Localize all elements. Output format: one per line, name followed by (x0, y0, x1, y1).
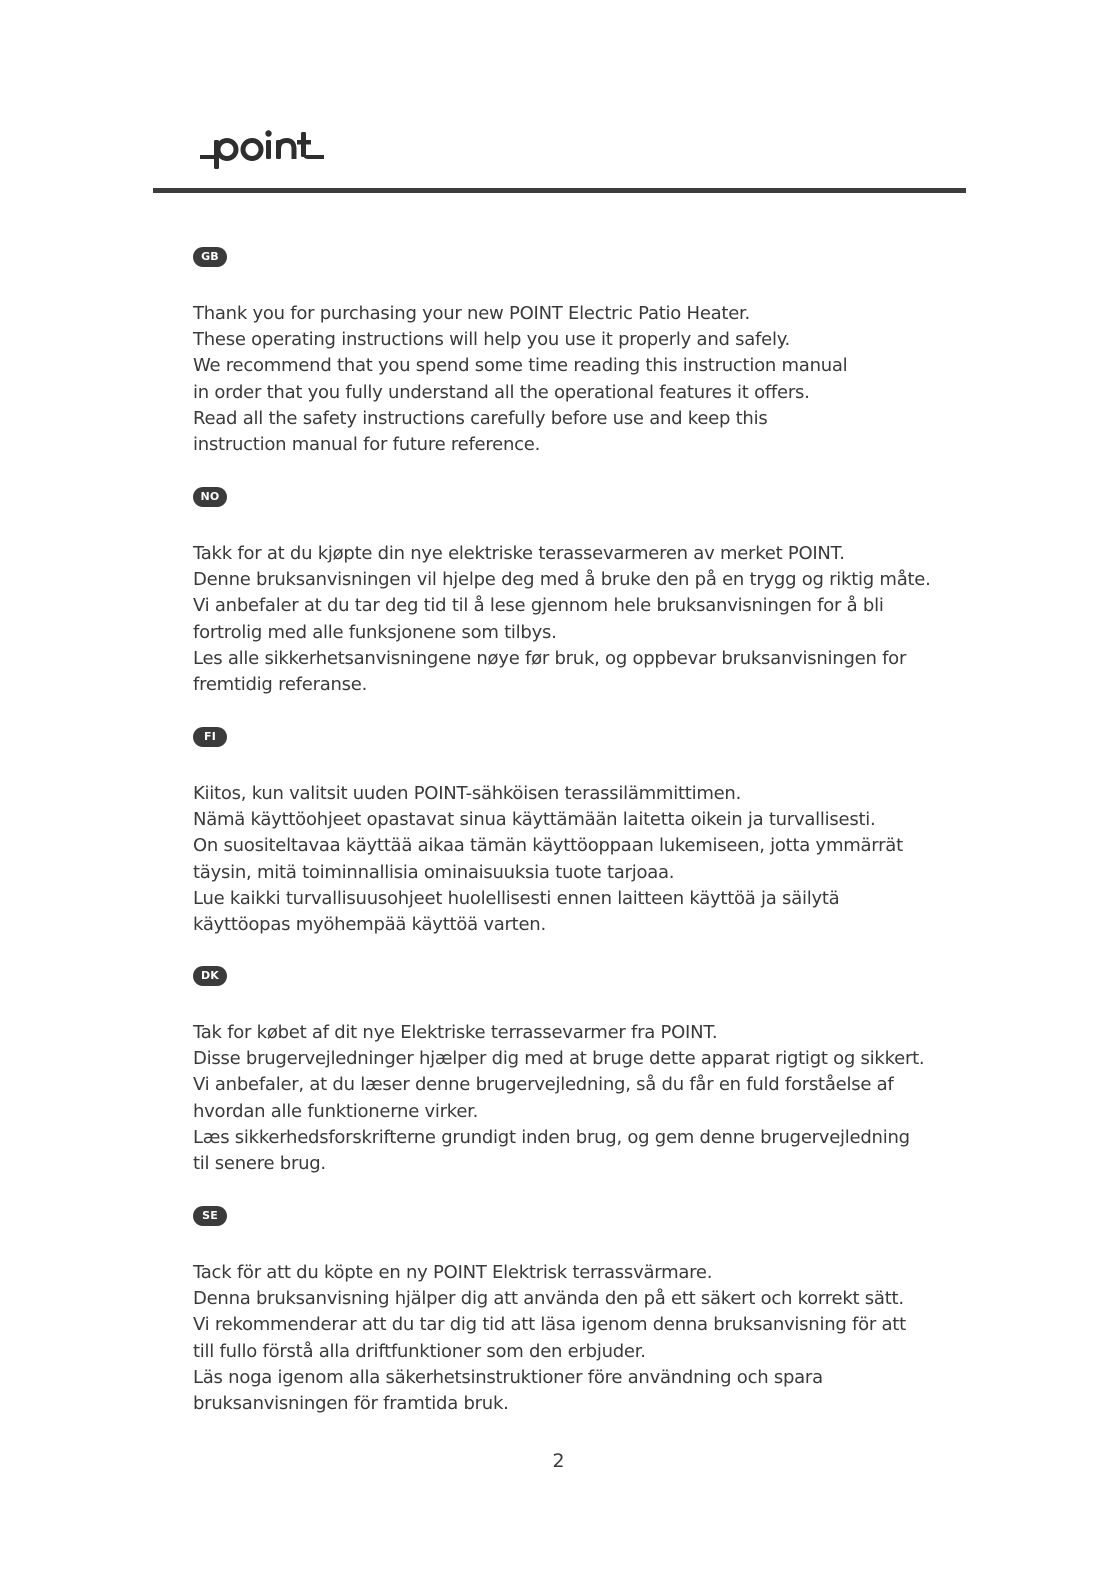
text-line: käyttöopas myöhempää käyttöä varten. (193, 914, 546, 936)
paragraph-se (193, 1260, 983, 1417)
text-line: Vi rekommenderar att du tar dig tid att läsa igenom denna bruksanvisning för att (193, 1314, 906, 1336)
text-line: Tak for købet af dit nye Elektriske terrassevarmer fra POINT. (193, 1022, 718, 1043)
text-line: Vi anbefaler, at du læser denne brugervejledning, så du får en fuld forståelse af (193, 1074, 894, 1096)
text-line: Läs noga igenom alla säkerhetsinstruktioner före användning och spara (193, 1366, 823, 1388)
section-dk (193, 964, 983, 1177)
language-badge-gb: GB (193, 247, 227, 267)
section-se (193, 1204, 983, 1417)
header-divider (153, 188, 966, 193)
text-line: Lue kaikki turvallisuusohjeet huolellisesti ennen laitteen käyttöä ja säilytä (193, 887, 840, 909)
paragraph-no (193, 541, 983, 698)
text-line: Tack för att du köpte en ny POINT Elektrisk terrassvärmare. (193, 1262, 713, 1283)
language-badge-fi: FI (193, 727, 227, 747)
text-line: in order that you fully understand all the operational features it offers. (193, 381, 810, 403)
language-badge-dk: DK (193, 966, 227, 986)
section-gb (193, 245, 983, 458)
text-line: Nämä käyttöohjeet opastavat sinua käyttämään laitetta oikein ja turvallisesti. (193, 809, 876, 831)
text-line: instruction manual for future reference. (193, 434, 541, 456)
text-line: til senere brug. (193, 1153, 326, 1175)
text-line: Disse brugervejledninger hjælper dig med at bruge dette apparat rigtigt og sikkert. (193, 1048, 925, 1070)
language-badge-no: NO (193, 487, 227, 507)
paragraph-dk (193, 1020, 983, 1177)
text-line: Læs sikkerhedsforskrifterne grundigt inden brug, og gem denne brugervejledning (193, 1126, 910, 1148)
section-no (193, 485, 983, 698)
text-line: These operating instructions will help you use it properly and safely. (193, 329, 791, 351)
text-line: Denna bruksanvisning hjälper dig att använda den på ett säkert och korrekt sätt. (193, 1288, 904, 1310)
text-line: We recommend that you spend some time reading this instruction manual (193, 355, 848, 377)
text-line: Kiitos, kun valitsit uuden POINT-sähköisen terassilämmittimen. (193, 783, 742, 804)
paragraph-fi (193, 781, 983, 938)
paragraph-gb (193, 301, 983, 458)
language-badge-se: SE (193, 1206, 227, 1226)
text-line: fremtidig referanse. (193, 674, 368, 696)
section-fi (193, 725, 983, 938)
text-line: bruksanvisningen för framtida bruk. (193, 1393, 509, 1415)
text-line: Read all the safety instructions carefully before use and keep this (193, 407, 768, 429)
text-line: Thank you for purchasing your new POINT Electric Patio Heater. (193, 303, 751, 324)
text-line: Les alle sikkerhetsanvisningene nøye før bruk, og oppbevar bruksanvisningen for (193, 647, 907, 669)
text-line: Takk for at du kjøpte din nye elektriske terassevarmeren av merket POINT. (193, 543, 845, 564)
text-line: Vi anbefaler at du tar deg tid til å lese gjennom hele bruksanvisningen for å bli (193, 595, 884, 617)
text-line: Denne bruksanvisningen vil hjelpe deg med å bruke den på en trygg og riktig måte. (193, 569, 931, 591)
text-line: On suositeltavaa käyttää aikaa tämän käyttöoppaan lukemiseen, jotta ymmärrät (193, 835, 903, 857)
text-line: till fullo förstå alla driftfunktioner som den erbjuder. (193, 1340, 646, 1362)
point-logo (200, 128, 324, 170)
text-line: fortrolig med alle funksjonene som tilbys. (193, 621, 557, 643)
page-number: 2 (552, 1450, 565, 1472)
text-line: hvordan alle funktionerne virker. (193, 1100, 479, 1122)
text-line: täysin, mitä toiminnallisia ominaisuuksia tuote tarjoaa. (193, 861, 675, 883)
